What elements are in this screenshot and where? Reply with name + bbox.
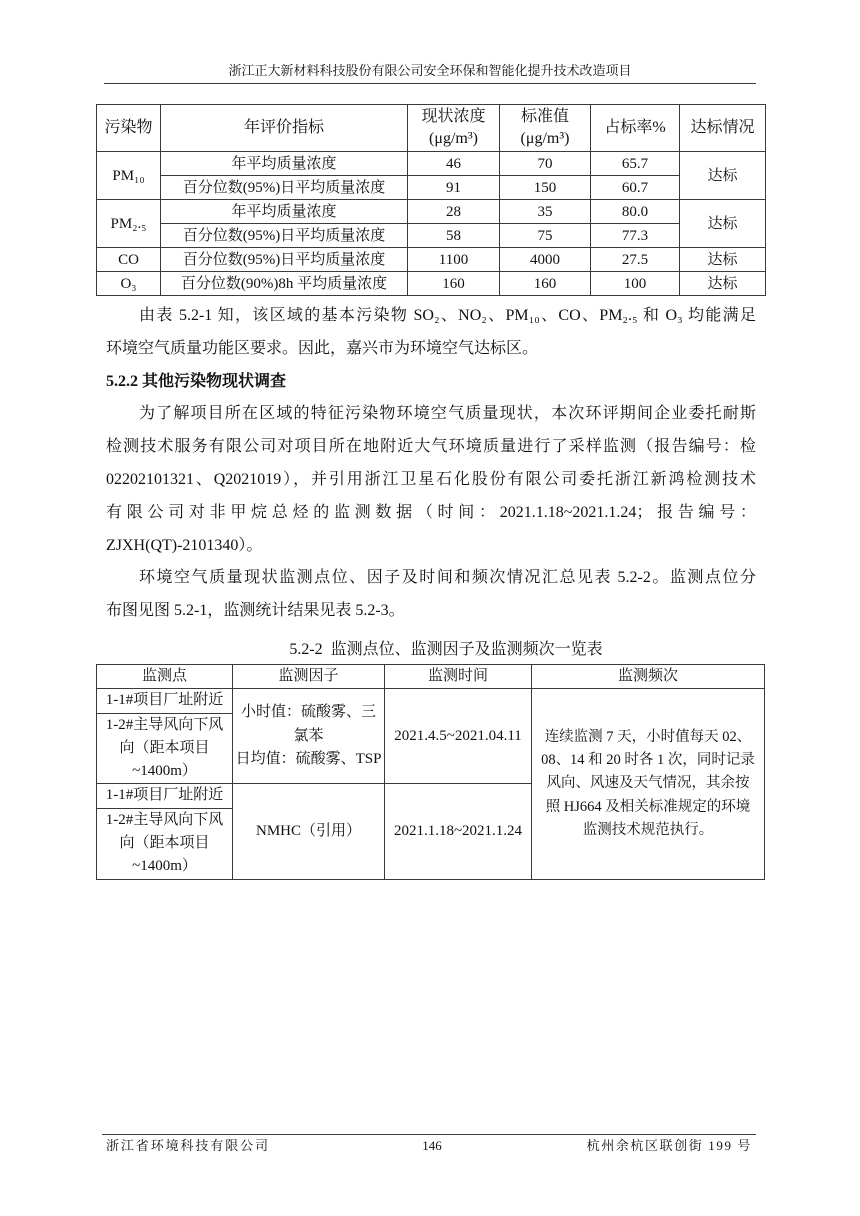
col-header-factor: 监测因子 [233,665,385,689]
paragraph-line: 环境空气质量现状监测点位、因子及时间和频次情况汇总见表 5.2-2。监测点位分 [139,569,756,587]
factor-line: 小时值：硫酸雾、三 [240,704,376,721]
paragraph-line: 有限公司对非甲烷总烃的监测数据（时间：2021.1.18~2021.1.24；报告编号： [106,503,756,521]
factor-line: 日均值：硫酸雾、TSP [235,751,382,768]
table-row [97,272,766,296]
col-header-ratio: 占标率% [591,105,680,152]
site-line: 1-2#主导风向下风 [105,716,224,733]
col-header-site: 监测点 [97,665,233,689]
paragraph-line: 为了解项目所在区域的特征污染物环境空气质量现状，本次环评期间企业委托耐斯 [139,405,756,423]
page-number: 146 [422,1138,442,1153]
paragraph-line: ZJXH(QT)-2101340）。 [106,536,263,554]
table-header-row [97,105,766,152]
running-header-title: 浙江正大新材料科技股份有限公司安全环保和智能化提升技术改造项目 [228,63,632,78]
status-cell: 达标 [680,200,766,248]
period-cell: 2021.1.18~2021.1.24 [385,784,532,879]
table-row [97,176,766,200]
table-header-row [97,665,765,689]
site-cell [97,808,233,879]
col-header-period: 监测时间 [385,665,532,689]
col-header-current-label: 现状浓度 [421,108,486,125]
frequency-cell [532,689,765,879]
col-header-status: 达标情况 [680,105,766,152]
factor-cell [233,784,385,879]
pollutant-cell: PM₁₀ [97,152,161,200]
status-cell: 达标 [680,248,766,272]
frequency-line: 风向、风速及天气情况，其余按 [546,775,750,792]
col-header-frequency: 监测频次 [532,665,765,689]
body-text [106,300,756,628]
indicator-cell: 百分位数(90%)8h 平均质量浓度 [161,272,408,296]
footer-company: 浙江省环境科技有限公司 [106,1138,270,1153]
ratio-cell: 80.0 [591,200,680,224]
factor-line: NMHC（引用） [255,822,361,839]
col-header-pollutant: 污染物 [97,105,161,152]
current-cell: 91 [408,176,500,200]
frequency-line: 08、14 和 20 时各 1 次，同时记录 [541,752,755,769]
pollutant-cell: PM₂.₅ [97,200,161,248]
indicator-cell: 年平均质量浓度 [161,200,408,224]
status-cell: 达标 [680,152,766,200]
site-line: 1-2#主导风向下风 [105,811,224,828]
col-header-current [408,105,500,152]
table-row [97,224,766,248]
ratio-cell: 27.5 [591,248,680,272]
site-cell [97,784,233,808]
pollutant-standard-table [96,104,766,296]
paragraph-line: 检测技术服务有限公司对项目所在地附近大气环境质量进行了采样监测（报告编号：检 [106,438,756,456]
paragraph-line: 02202101321、Q2021019），并引用浙江卫星石化股份有限公司委托浙江新鸿检测技术 [106,470,756,488]
indicator-cell: 百分位数(95%)日平均质量浓度 [161,224,408,248]
site-line: ~1400m） [132,858,197,875]
frequency-line: 连续监测 7 天，小时值每天 02、 [544,728,752,745]
indicator-cell: 百分位数(95%)日平均质量浓度 [161,248,408,272]
standard-cell: 35 [500,200,591,224]
col-header-indicator: 年评价指标 [161,105,408,152]
col-header-standard-unit: (μg/m³) [520,130,570,147]
current-cell: 58 [408,224,500,248]
factor-line: 氯苯 [293,727,324,744]
header-rule [104,83,756,84]
table-row [97,689,765,713]
monitoring-plan-table [96,664,765,880]
table-row [97,152,766,176]
ratio-cell: 100 [591,272,680,296]
site-line: 1-1#项目厂址附近 [105,692,224,709]
factor-cell [233,689,385,784]
current-cell: 1100 [408,248,500,272]
site-line: ~1400m） [132,763,197,780]
status-cell: 达标 [680,272,766,296]
paragraph-line: 由表 5.2-1 知，该区域的基本污染物 SO₂、NO₂、PM₁₀、CO、PM₂.₅ 和 O₃ 均能满足 [139,307,756,324]
footer-address: 杭州余杭区联创街 199 号 [586,1138,752,1153]
pollutant-cell: O₃ [97,272,161,296]
standard-cell: 70 [500,152,591,176]
standard-cell: 4000 [500,248,591,272]
col-header-current-unit: (μg/m³) [429,130,478,147]
site-line: 向（距本项目 [119,835,210,852]
site-cell [97,689,233,713]
frequency-line: 照 HJ664 及相关标准规定的环境 [545,798,751,815]
indicator-cell: 年平均质量浓度 [161,152,408,176]
standard-cell: 150 [500,176,591,200]
table-row [97,248,766,272]
indicator-cell: 百分位数(95%)日平均质量浓度 [161,176,408,200]
footer-rule [102,1134,756,1135]
table-caption: 5.2-2 监测点位、监测因子及监测频次一览表 [289,641,603,658]
site-cell [97,713,233,784]
pollutant-cell: CO [97,248,161,272]
paragraph-line: 布图见图 5.2-1，监测统计结果见表 5.2-3。 [106,602,405,620]
ratio-cell: 60.7 [591,176,680,200]
site-line: 1-1#项目厂址附近 [105,787,224,804]
current-cell: 46 [408,152,500,176]
table-row [97,200,766,224]
frequency-line: 监测技术规范执行。 [582,821,714,838]
current-cell: 28 [408,200,500,224]
site-line: 向（距本项目 [119,739,210,756]
col-header-standard-label: 标准值 [520,108,569,125]
standard-cell: 75 [500,224,591,248]
ratio-cell: 77.3 [591,224,680,248]
period-cell: 2021.4.5~2021.04.11 [385,689,532,784]
paragraph-line: 环境空气质量功能区要求。因此，嘉兴市为环境空气达标区。 [106,339,539,357]
ratio-cell: 65.7 [591,152,680,176]
col-header-standard [500,105,591,152]
current-cell: 160 [408,272,500,296]
standard-cell: 160 [500,272,591,296]
section-heading: 5.2.2 其他污染物现状调查 [106,372,287,390]
